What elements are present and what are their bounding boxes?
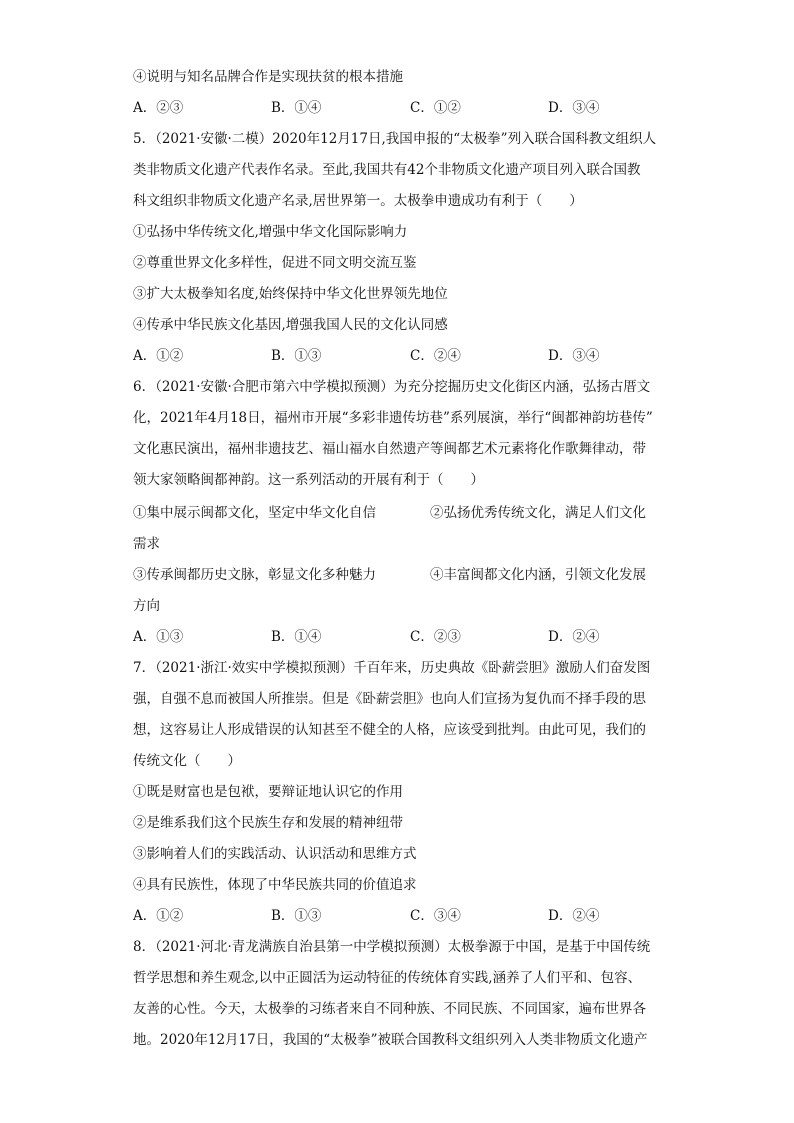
q6-stem-line-2: 化，2021年4月18日，福州市开展“多彩非遗传坊巷”系列展演，举行“闽都神韵坊巷传” [133,410,653,426]
q8-stem-line-2: 哲学思想和养生观念,以中正圆活为运动特征的传统体育实践,涵养了人们平和、包容、 [133,970,642,986]
q6-options [133,627,663,647]
q8-stem-line-1: 8．（2021·河北·青龙满族自治县第一中学模拟预测）太极拳源于中国，是基于中国传统 [133,939,651,955]
q6-item-4-continued: 方向 [133,598,160,614]
q6-item-2-continued: 需求 [133,536,160,552]
q5-option-a: A．①② [133,348,184,364]
q5-option-c: C．②④ [410,348,461,364]
q7-option-c: C．③④ [410,908,461,924]
q6-option-d: D．②④ [548,629,600,645]
q7-stem-line-2: 强，自强不息而被国人所推崇。但是《卧薪尝胆》也向人们宣扬为复仇而不择手段的思 [133,691,646,707]
q7-options [133,906,663,926]
q6-item-2: ②弘扬优秀传统文化，满足人们文化 [430,505,646,521]
q5-item-1: ①弘扬中华传统文化,增强中华文化国际影响力 [133,224,408,240]
q6-option-c: C．②③ [410,629,461,645]
q5-item-3: ③扩大太极拳知名度,始终保持中华文化世界领先地位 [133,286,448,302]
q4-options [133,98,663,118]
q6-stem-line-4: 领大家领略闽都神韵。这一系列活动的开展有利于（ ） [133,472,484,488]
q5-options [133,346,663,366]
q7-item-2: ②是维系我们这个民族生存和发展的精神纽带 [133,815,403,831]
q7-option-b: B．①③ [271,908,322,924]
q7-item-4: ④具有民族性，体现了中华民族共同的价值追求 [133,877,417,893]
q4-option-a: A．②③ [133,100,184,116]
q5-stem-line-2: 类非物质文化遗产代表作名录。至此,我国共有42个非物质文化遗产项目列入联合国教 [133,162,641,178]
q4-option-d: D．③④ [548,100,600,116]
q7-item-3: ③影响着人们的实践活动、认识活动和思维方式 [133,846,417,862]
q6-item-3: ③传承闽都历史文脉，彰显文化多种魅力 [133,567,376,583]
q5-option-d: D．③④ [548,348,600,364]
q6-option-a: A．①③ [133,629,184,645]
q8-stem-line-3: 友善的心性。今天，太极拳的习练者来自不同种族、不同民族、不同国家，遍布世界各 [133,1001,646,1017]
q5-stem-line-3: 科文组织非物质文化遗产名录,居世界第一。太极拳申遗成功有利于（ ） [133,193,583,209]
q7-stem-line-3: 想，这容易让人形成错误的认知甚至不健全的人格，应该受到批判。由此可见，我们的 [133,722,646,738]
q6-item-4: ④丰富闽都文化内涵，引领文化发展 [430,567,646,583]
q7-option-d: D．②④ [548,908,600,924]
q6-stem-line-3: 文化惠民演出，福州非遗技艺、福山福水自然遗产等闽都艺术元素将化作歌舞律动，带 [133,441,646,457]
q5-item-4: ④传承中华民族文化基因,增强我国人民的文化认同感 [133,317,448,333]
q7-stem-line-1: 7．（2021·浙江·效实中学模拟预测）千百年来，历史典故《卧薪尝胆》激励人们奋发图 [133,660,651,676]
q7-item-1: ①既是财富也是包袱，要辩证地认识它的作用 [133,784,403,800]
q5-option-b: B．①③ [271,348,322,364]
q7-stem-line-4: 传统文化（ ） [133,753,241,769]
q4-option-c: C．①② [410,100,461,116]
q4-item-4: ④说明与知名品牌合作是实现扶贫的根本措施 [133,69,403,85]
q5-stem-line-1: 5．（2021·安徽·二模）2020年12月17日,我国申报的“太极拳”列入联合国科教文组织人 [133,131,657,147]
q8-stem-line-4: 地。2020年12月17日，我国的“太极拳”被联合国教科文组织列入人类非物质文化遗产 [133,1032,648,1048]
q5-item-2: ②尊重世界文化多样性，促进不同文明交流互鉴 [133,255,417,271]
q6-item-1: ①集中展示闽都文化，坚定中华文化自信 [133,505,376,521]
q7-option-a: A．①② [133,908,184,924]
q4-option-b: B．①④ [271,100,322,116]
q6-option-b: B．①④ [271,629,322,645]
q6-stem-line-1: 6．（2021·安徽·合肥市第六中学模拟预测）为充分挖掘历史文化街区内涵，弘扬古厝文 [133,379,651,395]
